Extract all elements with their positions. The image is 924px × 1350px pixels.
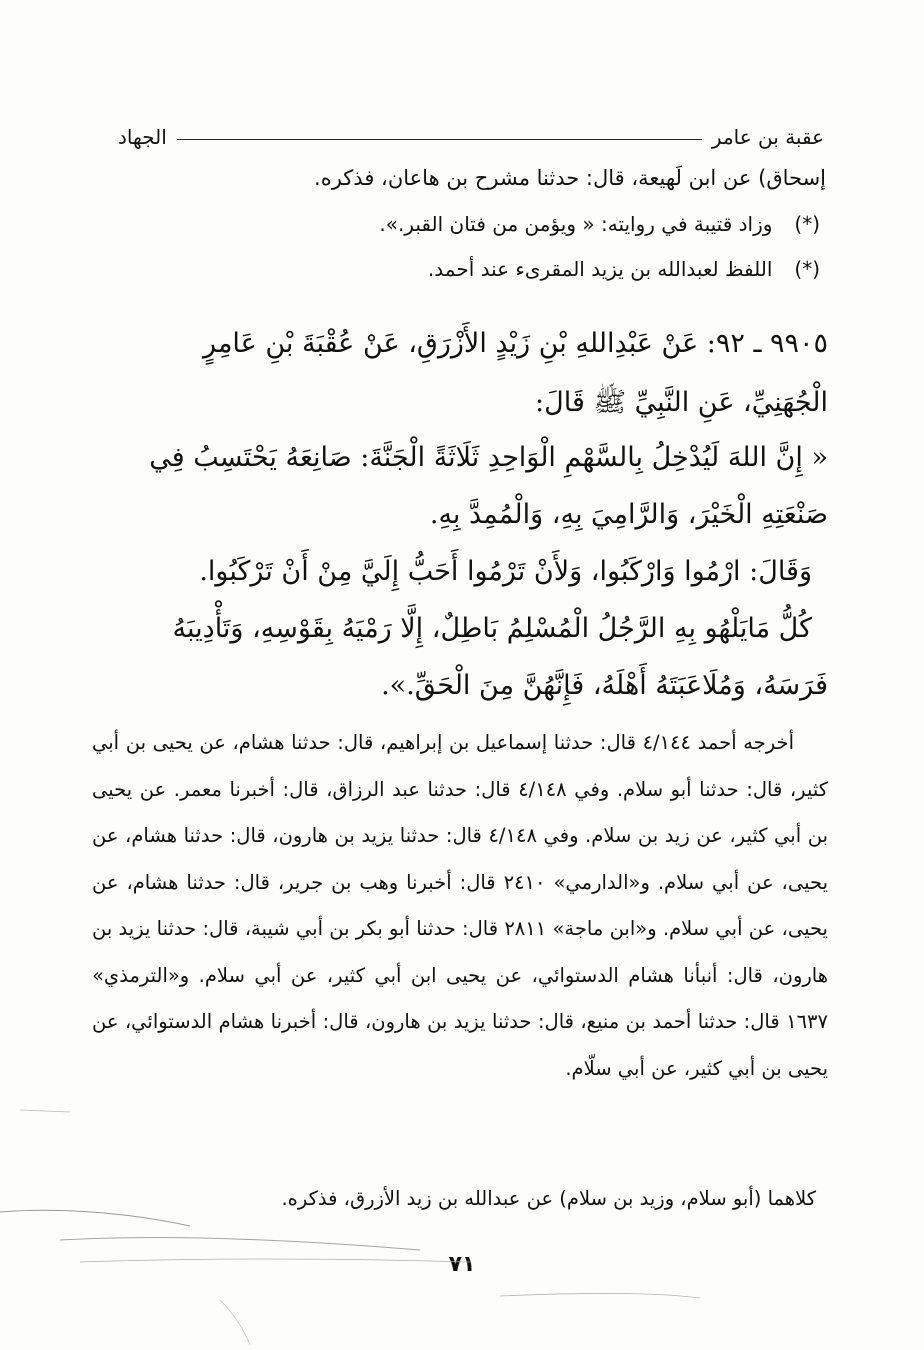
hadith-line: فَرَسَهُ، وَمُلَاعَبَتَهُ أَهْلَهُ، فَإِنَّهُنَّ مِنَ الْحَقِّ.». xyxy=(381,670,828,701)
footnote xyxy=(428,257,820,281)
running-header xyxy=(118,120,824,154)
hadith-line: صَنْعَتِهِ الْخَيْرَ، وَالرَّامِيَ بِهِ، وَالْمُمِدَّ بِهِ. xyxy=(429,499,828,530)
scan-artifact-line xyxy=(60,1238,420,1250)
footnote-marker: (*) xyxy=(794,212,820,236)
header-chapter-title: الجهاد xyxy=(118,125,167,149)
hadith-line: كُلُّ مَايَلْهُو بِهِ الرَّجُلُ الْمُسْلِمُ بَاطِلٌ، إِلَّا رَمْيَهُ بِقَوْسِهِ، وَتَأْدِيبَهُ xyxy=(172,613,812,644)
hadith-line: وَقَالَ: ارْمُوا وَارْكَبُوا، وَلأَنْ تَرْمُوا أَحَبُّ إِلَيَّ مِنْ أَنْ تَرْكَبُوا. xyxy=(199,556,812,587)
conclusion-line: كلاهما (أبو سلام، وزيد بن سلام) عن عبدالله بن زيد الأزرق، فذكره. xyxy=(281,1187,816,1210)
carryover-line: إسحاق) عن ابن لَهيعة، قال: حدثنا مشرح بن هاعان، فذكره. xyxy=(314,166,826,190)
hadith-line: « إِنَّ اللهَ لَيُدْخِلُ بِالسَّهْمِ الْوَاحِدِ ثَلَاثَةً الْجَنَّةَ: صَانِعَهُ يَحْتَسِبُ فِي xyxy=(149,442,828,473)
footnote-text: وزاد قتيبة في روايته: « ويؤمن من فتان القبر.». xyxy=(379,212,773,236)
footnote-marker: (*) xyxy=(794,257,820,281)
page-number: ٧١ xyxy=(448,1252,476,1277)
scan-artifact-line xyxy=(20,1110,70,1112)
hadith-line: الْجُهَنِيِّ، عَنِ النَّبِيِّ ﷺ قَالَ: xyxy=(535,387,828,418)
footnote xyxy=(379,212,820,236)
footnote-text: اللفظ لعبدالله بن يزيد المقرىء عند أحمد. xyxy=(427,257,773,281)
scan-artifact-line xyxy=(220,1300,250,1345)
header-rule xyxy=(177,139,702,140)
scan-artifact-line xyxy=(0,1210,190,1226)
header-narrator-name: عقبة بن عامر xyxy=(711,125,824,149)
hadith-line: ٩٩٠٥ ـ ٩٢: عَنْ عَبْدِاللهِ بْنِ زَيْدٍ الأَزْرَقِ، عَنْ عُقْبَةَ بْنِ عَامِرٍ xyxy=(203,328,828,359)
scan-artifact-line xyxy=(500,1293,700,1298)
takhrij-paragraph: أخرجه أحمد ٤/١٤٤ قال: حدثنا إسماعيل بن إبراهيم، قال: حدثنا هشام، عن يحيى بن أبي كثير، قال: حدثنا أبو سلام. وفي ٤/١٤٨ قال: حدثنا عبد الرزاق، قال: أخبرنا معمر. عن يحيى بن أبي كثير، عن زيد بن سلام. وفي ٤/١٤٨ قال: حدثنا يزيد بن هارون، قال: حدثنا هشام، عن يحيى، عن أبي سلام. و«الدارمي» ٢٤١٠ قال: أخبرنا وهب بن جرير، قال: حدثنا هشام، عن يحيى، عن أبي سلام. و«ابن ماجة» ٢٨١١ قال: حدثنا أبو بكر بن أبي شيبة، قال: حدثنا يزيد بن هارون، قال: أنبأنا هشام الدستوائي، عن يحيى ابن أبي كثير، عن أبي سلام. و«الترمذي» ١٦٣٧ قال: حدثنا أحمد بن منيع، قال: حدثنا يزيد بن هارون، قال: أخبرنا هشام الدستوائي، عن يحيى بن أبي كثير، عن أبي سلّام. xyxy=(92,731,828,1080)
